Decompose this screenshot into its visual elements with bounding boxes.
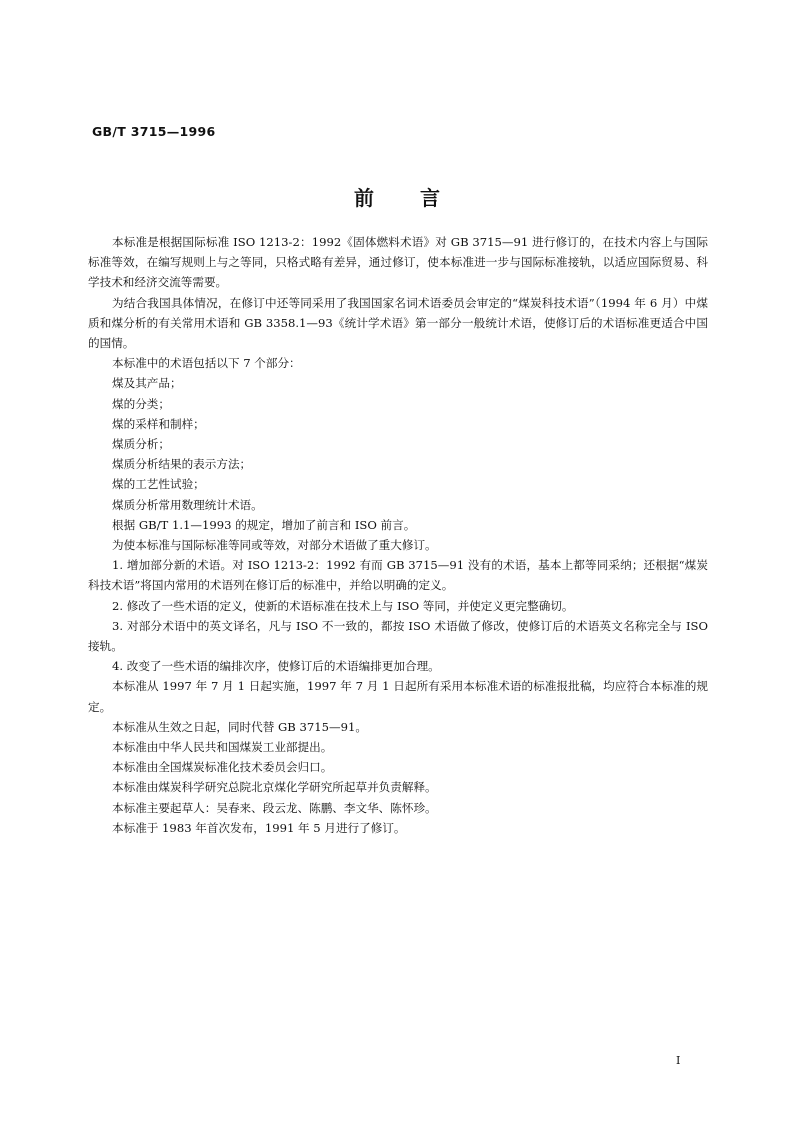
part-item: 煤质分析常用数理统计术语。 [112,497,263,512]
closing-paragraph: 本标准由煤炭科学研究总院北京煤化学研究所起草并负责解释。 [112,780,437,795]
closing-paragraph: 本标准于 1983 年首次发布，1991 年 5 月进行了修订。 [112,820,406,835]
revision-item: 3. 对部分术语中的英文译名，凡与 ISO 不一致的，都按 ISO 术语做了修改，使修订后的术语英文名称完全与 ISO 接轨。 [88,618,708,654]
page-title: 前言 [354,186,486,210]
part-item: 煤及其产品； [112,376,182,391]
paragraph-parts-intro: 本标准中的术语包括以下 7 个部分： [112,356,301,371]
revision-item: 2. 修改了一些术语的定义，使新的术语标准在技术上与 ISO 等同，并使定义更完整确切。 [112,598,574,613]
closing-paragraph: 本标准从 1997 年 7 月 1 日起实施，1997 年 7 月 1 日起所有采用本标准术语的标准报批稿，均应符合本标准的规定。 [88,679,708,714]
revision-item: 4. 改变了一些术语的编排次序，使修订后的术语编排更加合理。 [112,659,440,674]
page-number: I [676,1054,681,1067]
part-item: 煤的采样和制样； [112,416,205,431]
part-item: 煤的分类； [112,396,170,411]
part-item: 煤质分析； [112,437,170,452]
closing-paragraph: 本标准主要起草人：吴春来、段云龙、陈鹏、李文华、陈怀珍。 [112,800,437,815]
standard-code: GB/T 3715—1996 [92,124,216,139]
closing-paragraph: 本标准由中华人民共和国煤炭工业部提出。 [112,740,333,755]
part-item: 煤质分析结果的表示方法； [112,457,252,472]
paragraph-adoption: 为结合我国具体情况，在修订中还等同采用了我国国家名词术语委员会审定的“煤炭科技术语”（1994 年 6 月）中煤质和煤分析的有关常用术语和 GB 3358.1—93《统计学术语》第一部分一般统计术语，使修订后的术语标准更适合中国的国情。 [88,295,708,351]
foreword-body [88,232,708,838]
paragraph-revision-intro: 为使本标准与国际标准等同或等效，对部分术语做了重大修订。 [112,538,437,553]
closing-paragraph: 本标准由全国煤炭标准化技术委员会归口。 [112,760,333,775]
part-item: 煤的工艺性试验； [112,477,205,492]
paragraph-basis: 本标准是根据国际标准 ISO 1213-2：1992《固体燃料术语》对 GB 3715—91 进行修订的，在技术内容上与国际标准等效，在编写规则上与之等同，只格式略有差异，通过修订，使本标准进一步与国际标准接轨，以适应国际贸易、科学技术和经济交流等需要。 [88,235,708,290]
revision-item: 1. 增加部分新的术语。对 ISO 1213-2：1992 有而 GB 3715—91 没有的术语，基本上都等同采纳；还根据“煤炭科技术语”将国内常用的术语列在修订后的标准中，并给以明确的定义。 [88,558,708,593]
closing-paragraph: 本标准从生效之日起，同时代替 GB 3715—91。 [112,719,367,734]
paragraph-gb-rule: 根据 GB/T 1.1—1993 的规定，增加了前言和 ISO 前言。 [112,517,416,532]
